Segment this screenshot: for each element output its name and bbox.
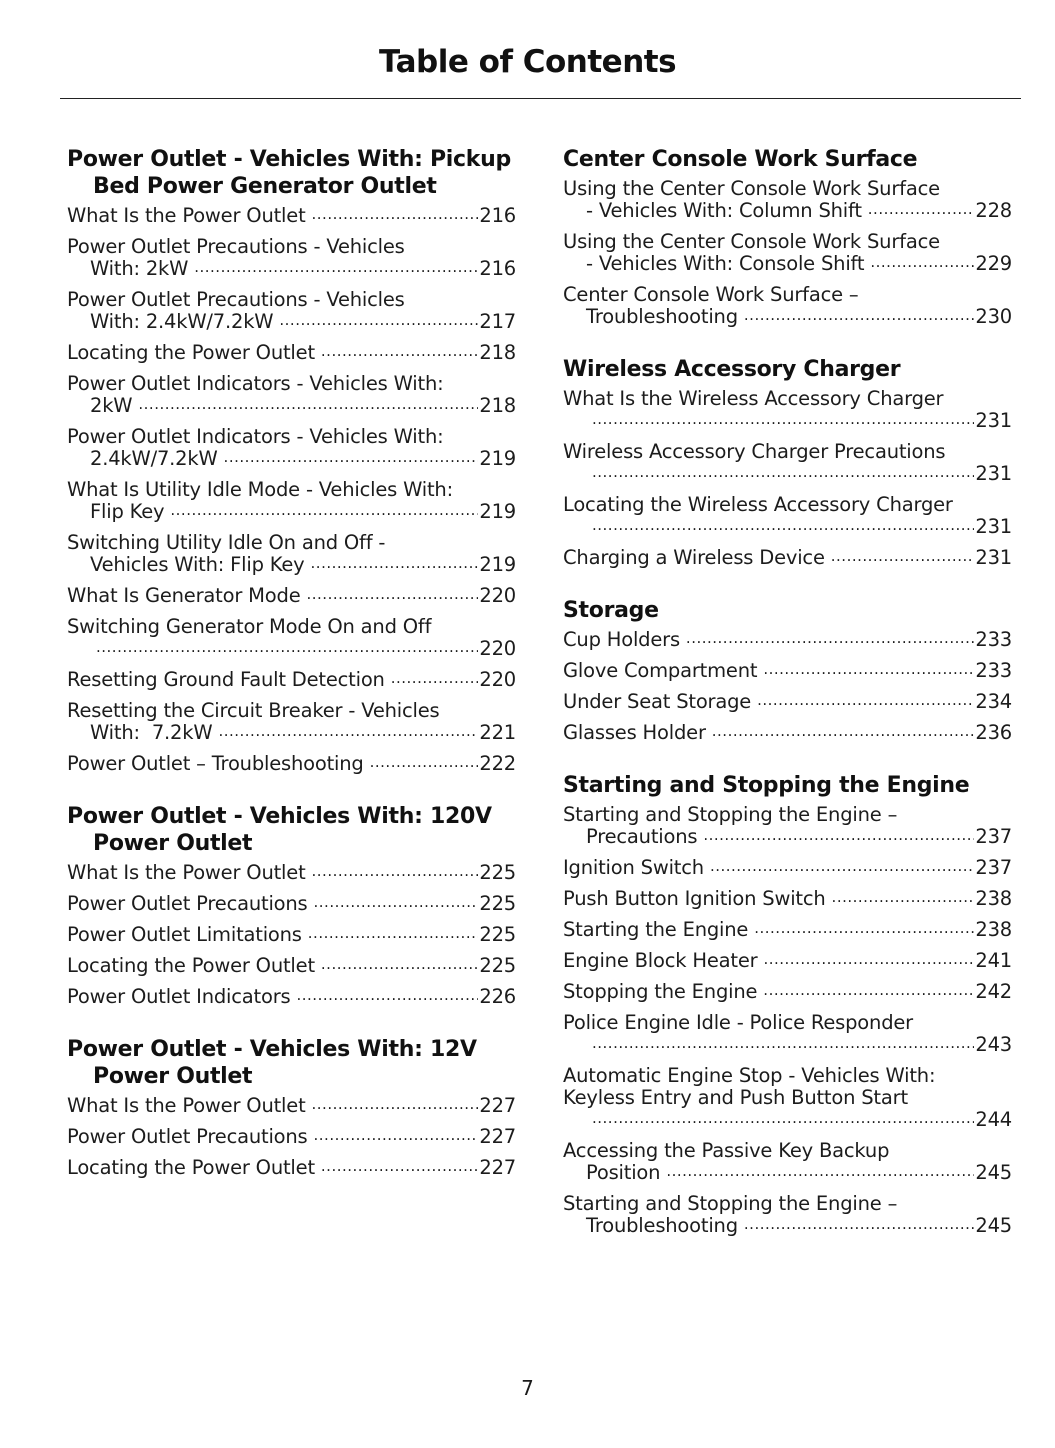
toc-page-number: 230	[975, 305, 1012, 328]
dot-leader	[312, 202, 479, 225]
toc-entry[interactable]	[67, 479, 516, 524]
dot-leader	[297, 983, 479, 1006]
dot-leader	[744, 1212, 974, 1235]
toc-entry-title: Wireless Accessory Charger Precautions	[563, 440, 946, 463]
dot-leader	[138, 392, 478, 415]
toc-page-number: 244	[975, 1108, 1012, 1131]
toc-entry-title: Charging a Wireless Device	[563, 546, 825, 569]
section-heading: Storage	[563, 598, 659, 623]
toc-entry-title-continuation: Troubleshooting	[586, 305, 738, 328]
toc-entry[interactable]	[563, 441, 1012, 486]
toc-page-number: 241	[975, 949, 1012, 972]
toc-page-number: 243	[975, 1033, 1012, 1056]
toc-entry[interactable]	[67, 342, 516, 365]
toc-page-number: 236	[975, 721, 1012, 744]
toc-page-number: 221	[479, 721, 516, 744]
toc-entry-title-continuation: With: 2kW	[90, 257, 189, 280]
toc-entry[interactable]	[67, 616, 516, 661]
toc-page-number: 219	[479, 447, 516, 470]
toc-entry-title-continuation: 2.4kW/7.2kW	[90, 447, 218, 470]
dot-leader	[279, 308, 478, 331]
toc-entry[interactable]	[563, 231, 1012, 276]
dot-leader	[391, 666, 479, 689]
toc-entry-title-continuation: - Vehicles With: Console Shift	[586, 252, 865, 275]
toc-entry[interactable]	[563, 950, 1012, 973]
toc-entry-title-continuation: 2kW	[90, 394, 133, 417]
toc-section-power-outlet-vehicles-with-pickup-bed-power-generator-outlet	[67, 146, 516, 776]
toc-entry[interactable]	[563, 981, 1012, 1004]
toc-entry-title: What Is the Power Outlet	[67, 204, 306, 227]
toc-entry[interactable]	[67, 1126, 516, 1149]
toc-page-number: 227	[479, 1125, 516, 1148]
toc-entry[interactable]	[67, 862, 516, 885]
toc-entry-title: Locating the Wireless Accessory Charger	[563, 493, 953, 516]
dot-leader	[592, 460, 974, 483]
toc-entry-title: Switching Generator Mode On and Off	[67, 615, 432, 638]
toc-entry[interactable]	[563, 1065, 1012, 1132]
toc-entry[interactable]	[67, 753, 516, 776]
toc-page-number: 225	[479, 923, 516, 946]
toc-entry[interactable]	[67, 289, 516, 334]
toc-entry-title: Center Console Work Surface –	[563, 283, 859, 306]
dot-leader	[321, 339, 478, 362]
section-heading: Power Outlet - Vehicles With: 120V Power Outlet	[67, 804, 492, 856]
toc-entry[interactable]	[563, 660, 1012, 683]
dot-leader	[757, 688, 974, 711]
toc-entry-title: Glasses Holder	[563, 721, 706, 744]
toc-page-number: 216	[479, 257, 516, 280]
toc-entry-title: Glove Compartment	[563, 659, 758, 682]
toc-page-number: 220	[479, 637, 516, 660]
section-heading: Power Outlet - Vehicles With: Pickup Bed Power Generator Outlet	[67, 147, 511, 199]
toc-page-number: 226	[479, 985, 516, 1008]
toc-entry-title-continuation: Precautions	[586, 825, 698, 848]
section-heading: Power Outlet - Vehicles With: 12V Power Outlet	[67, 1037, 477, 1089]
toc-entry-title-continuation: - Vehicles With: Column Shift	[586, 199, 862, 222]
dot-leader	[307, 582, 479, 605]
toc-entry-title: What Is the Power Outlet	[67, 861, 306, 884]
toc-entry-title: Power Outlet Precautions - Vehicles	[67, 288, 405, 311]
dot-leader	[870, 250, 974, 273]
toc-entry[interactable]	[67, 373, 516, 418]
dot-leader	[308, 921, 479, 944]
section-heading: Center Console Work Surface	[563, 147, 918, 172]
dot-leader	[868, 197, 975, 220]
dot-leader	[666, 1159, 974, 1182]
toc-page-number: 225	[479, 892, 516, 915]
toc-page-number: 218	[479, 394, 516, 417]
toc-entry[interactable]	[67, 205, 516, 228]
toc-entry[interactable]	[67, 955, 516, 978]
toc-entry-title: What Is the Wireless Accessory Charger	[563, 387, 944, 410]
toc-section-storage	[563, 597, 1012, 745]
toc-entry[interactable]	[67, 585, 516, 608]
toc-entry-title: Ignition Switch	[563, 856, 704, 879]
toc-section-center-console-work-surface	[563, 146, 1012, 329]
section-heading: Wireless Accessory Charger	[563, 357, 901, 382]
toc-entry[interactable]	[563, 629, 1012, 652]
toc-entry-title: Power Outlet Precautions	[67, 1125, 308, 1148]
toc-page-number: 217	[479, 310, 516, 333]
dot-leader	[321, 1154, 478, 1177]
toc-page-number: 222	[479, 752, 516, 775]
dot-leader	[370, 750, 479, 773]
toc-page-number: 228	[975, 199, 1012, 222]
toc-page-number: 245	[975, 1161, 1012, 1184]
toc-entry-title: Starting and Stopping the Engine –	[563, 803, 898, 826]
toc-page-number: 219	[479, 553, 516, 576]
dot-leader	[224, 445, 479, 468]
toc-entry-title: Power Outlet Indicators - Vehicles With:	[67, 425, 444, 448]
dot-leader	[763, 657, 974, 680]
toc-entry-title: Switching Utility Idle On and Off -	[67, 531, 386, 554]
toc-entry-title: Power Outlet Precautions - Vehicles	[67, 235, 405, 258]
toc-entry[interactable]	[563, 388, 1012, 433]
toc-entry-title-continuation: With: 2.4kW/7.2kW	[90, 310, 274, 333]
toc-entry-title: Stopping the Engine	[563, 980, 758, 1003]
toc-entry[interactable]	[563, 691, 1012, 714]
toc-entry-title: Locating the Power Outlet	[67, 341, 315, 364]
toc-page-number: 238	[975, 887, 1012, 910]
toc-page-number: 234	[975, 690, 1012, 713]
toc-page-number: 227	[479, 1156, 516, 1179]
toc-page-number: 231	[975, 462, 1012, 485]
toc-entry[interactable]	[67, 532, 516, 577]
toc-entry-title: Engine Block Heater	[563, 949, 758, 972]
dot-leader	[703, 823, 974, 846]
toc-section-power-outlet-vehicles-with-120v-power-outlet	[67, 803, 516, 1009]
toc-page-number: 229	[975, 252, 1012, 275]
dot-leader	[314, 1123, 479, 1146]
toc-entry[interactable]	[563, 1140, 1012, 1185]
toc-entry[interactable]	[563, 722, 1012, 745]
toc-entry[interactable]	[563, 1193, 1012, 1238]
toc-entry-title-continuation: With: 7.2kW	[90, 721, 213, 744]
toc-entry[interactable]	[67, 986, 516, 1009]
dot-leader	[712, 719, 975, 742]
toc-entry-title: Accessing the Passive Key Backup	[563, 1139, 890, 1162]
dot-leader	[744, 303, 974, 326]
toc-entry[interactable]	[67, 893, 516, 916]
toc-entry[interactable]	[563, 494, 1012, 539]
dot-leader	[763, 947, 974, 970]
toc-entry-title: Starting the Engine	[563, 918, 749, 941]
toc-entry-title: Automatic Engine Stop - Vehicles With: Keyless Entry and Push Button Start	[563, 1064, 936, 1109]
toc-page-number: 245	[975, 1214, 1012, 1237]
toc-page-number: 238	[975, 918, 1012, 941]
toc-entry-title: Push Button Ignition Switch	[563, 887, 826, 910]
toc-entry[interactable]	[563, 804, 1012, 849]
toc-page-number: 233	[975, 659, 1012, 682]
toc-entry-title: Power Outlet – Troubleshooting	[67, 752, 364, 775]
toc-entry[interactable]	[563, 178, 1012, 223]
dot-leader	[312, 859, 479, 882]
toc-entry[interactable]	[563, 888, 1012, 911]
toc-entry-title: Under Seat Storage	[563, 690, 752, 713]
dot-leader	[218, 719, 478, 742]
toc-page-number: 231	[975, 546, 1012, 569]
dot-leader	[592, 1031, 974, 1054]
toc-entry-title: Power Outlet Limitations	[67, 923, 302, 946]
toc-entry-title: Police Engine Idle - Police Responder	[563, 1011, 913, 1034]
toc-section-wireless-accessory-charger	[563, 356, 1012, 570]
toc-entry-title: What Is Generator Mode	[67, 584, 301, 607]
dot-leader	[314, 890, 479, 913]
dot-leader	[754, 916, 974, 939]
toc-entry-title-continuation: Flip Key	[90, 500, 165, 523]
toc-page-number: 233	[975, 628, 1012, 651]
toc-entry[interactable]	[67, 924, 516, 947]
dot-leader	[686, 626, 974, 649]
dot-leader	[194, 255, 478, 278]
dot-leader	[831, 544, 975, 567]
toc-page-number: 219	[479, 500, 516, 523]
toc-entry-title-continuation: Position	[586, 1161, 661, 1184]
dot-leader	[311, 551, 479, 574]
toc-entry[interactable]	[67, 426, 516, 471]
dot-leader	[592, 407, 974, 430]
toc-section-power-outlet-vehicles-with-12v-power-outlet	[67, 1036, 516, 1180]
toc-entry-title: Power Outlet Indicators	[67, 985, 291, 1008]
toc-entry-title: What Is the Power Outlet	[67, 1094, 306, 1117]
title-divider	[60, 98, 1021, 99]
toc-page-number: 220	[479, 668, 516, 691]
toc-page-number: 225	[479, 954, 516, 977]
toc-page-number: 242	[975, 980, 1012, 1003]
dot-leader	[96, 635, 478, 658]
dot-leader	[312, 1092, 479, 1115]
toc-page-number: 237	[975, 856, 1012, 879]
toc-page-number: 216	[479, 204, 516, 227]
toc-entry[interactable]	[67, 1095, 516, 1118]
toc-page-number: 231	[975, 515, 1012, 538]
toc-entry-title: Resetting the Circuit Breaker - Vehicles	[67, 699, 440, 722]
toc-entry[interactable]	[563, 284, 1012, 329]
toc-page-number: 218	[479, 341, 516, 364]
page-title: Table of Contents	[378, 44, 677, 80]
toc-entry-title: Locating the Power Outlet	[67, 954, 315, 977]
toc-section-starting-and-stopping-the-engine	[563, 772, 1012, 1238]
toc-entry-title: Power Outlet Precautions	[67, 892, 308, 915]
toc-page-number: 237	[975, 825, 1012, 848]
toc-entry-title: Using the Center Console Work Surface	[563, 230, 940, 253]
dot-leader	[763, 978, 974, 1001]
page-number: 7	[521, 1376, 534, 1400]
toc-entry-title: Cup Holders	[563, 628, 680, 651]
toc-right-column	[563, 146, 1012, 1265]
toc-entry-title-continuation: Troubleshooting	[586, 1214, 738, 1237]
dot-leader	[170, 498, 478, 521]
toc-entry[interactable]	[67, 700, 516, 745]
toc-entry[interactable]	[563, 1012, 1012, 1057]
toc-entry-title: Locating the Power Outlet	[67, 1156, 315, 1179]
toc-page-number: 220	[479, 584, 516, 607]
toc-entry[interactable]	[563, 919, 1012, 942]
dot-leader	[592, 1106, 974, 1129]
toc-entry[interactable]	[563, 857, 1012, 880]
toc-page-number: 227	[479, 1094, 516, 1117]
toc-entry-title-continuation: Vehicles With: Flip Key	[90, 553, 305, 576]
toc-entry-title: What Is Utility Idle Mode - Vehicles With:	[67, 478, 453, 501]
toc-entry-title: Using the Center Console Work Surface	[563, 177, 940, 200]
toc-page-number: 231	[975, 409, 1012, 432]
toc-page-number: 225	[479, 861, 516, 884]
toc-entry[interactable]	[67, 1157, 516, 1180]
toc-left-column	[67, 146, 516, 1207]
toc-entry-title: Starting and Stopping the Engine –	[563, 1192, 898, 1215]
toc-entry-title: Power Outlet Indicators - Vehicles With:	[67, 372, 444, 395]
dot-leader	[592, 513, 974, 536]
dot-leader	[832, 885, 975, 908]
toc-entry[interactable]	[67, 236, 516, 281]
toc-entry[interactable]	[563, 547, 1012, 570]
dot-leader	[710, 854, 974, 877]
toc-entry-title: Resetting Ground Fault Detection	[67, 668, 385, 691]
dot-leader	[321, 952, 478, 975]
toc-entry[interactable]	[67, 669, 516, 692]
section-heading: Starting and Stopping the Engine	[563, 773, 970, 798]
